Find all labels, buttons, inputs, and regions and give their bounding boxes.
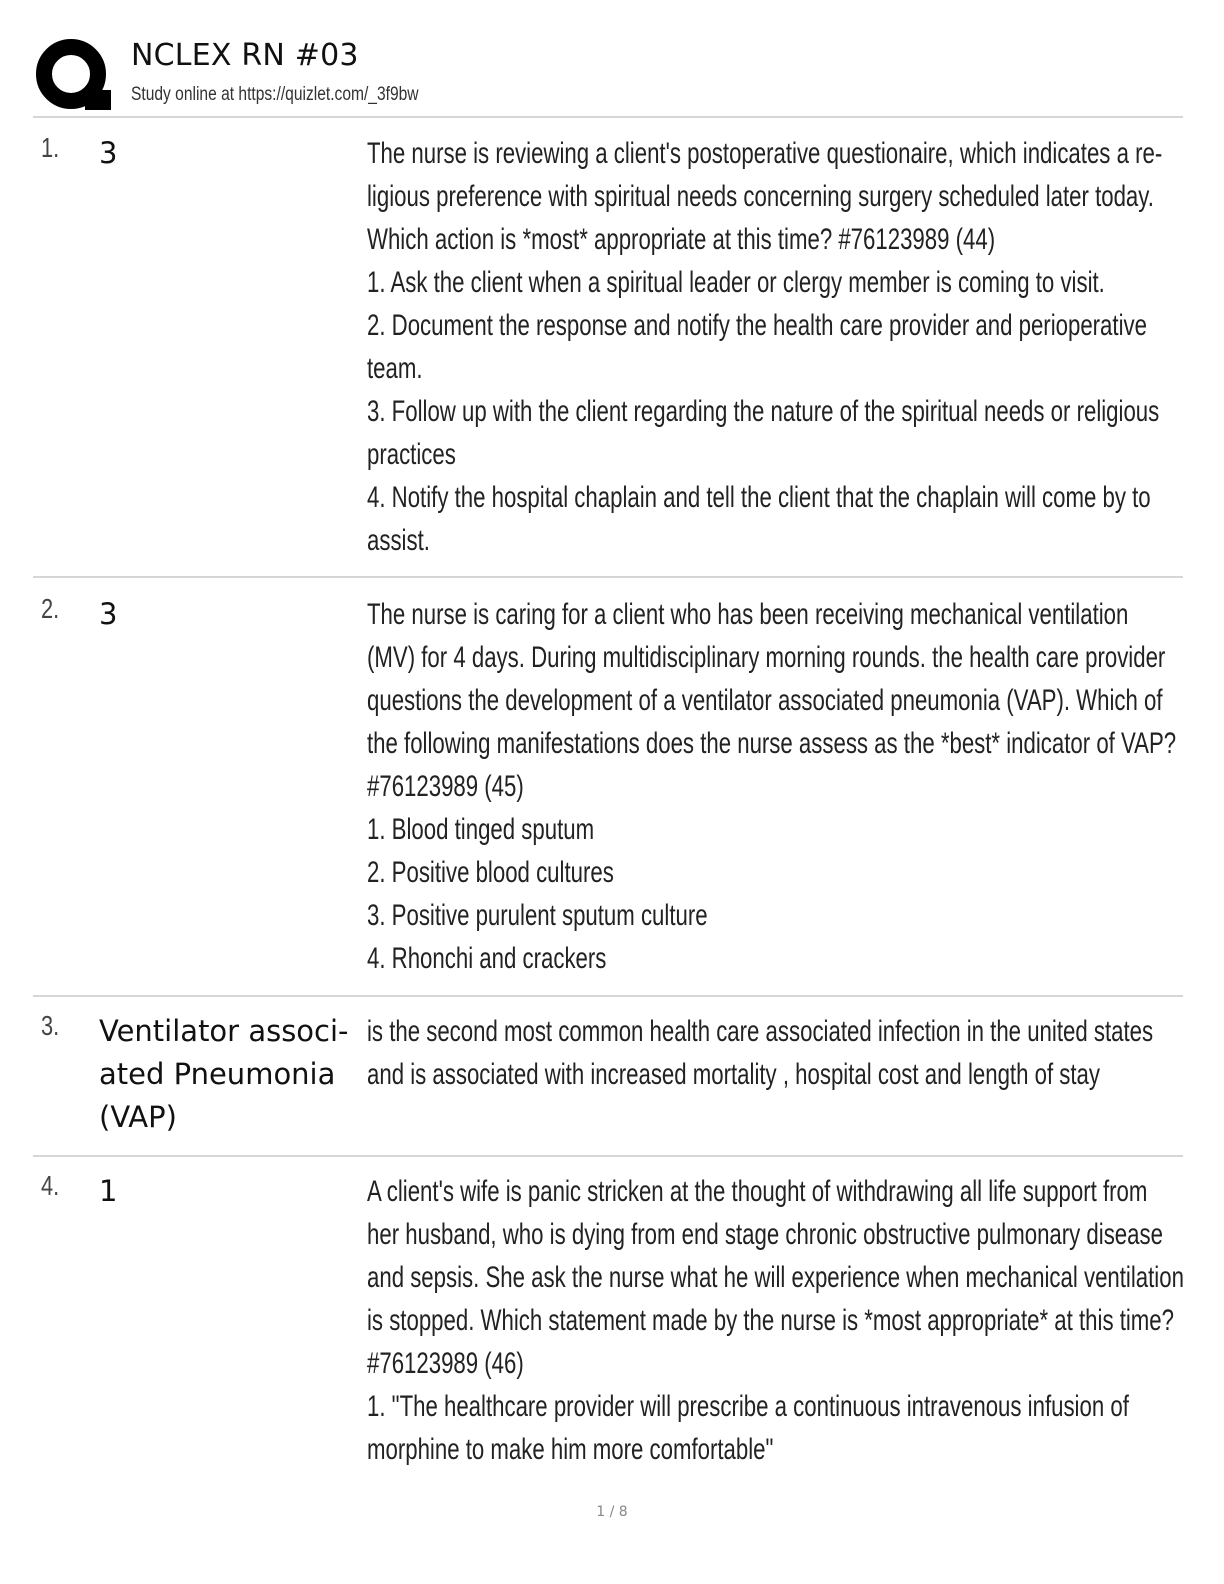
definition-line: #76123989 (45) <box>367 770 524 803</box>
card-definition <box>367 1170 1187 1471</box>
card-definition <box>367 593 1187 980</box>
definition-line: 2. Document the response and notify the health care provider and perioperative <box>367 309 1147 342</box>
definition-line: assist. <box>367 524 430 557</box>
definition-line: is the second most common health care associated infection in the united states <box>367 1015 1154 1048</box>
card-term <box>99 1010 361 1139</box>
divider <box>33 1155 1183 1157</box>
definition-line: (MV) for 4 days. During multidisciplinary morning rounds. the health care provider <box>367 641 1166 674</box>
card-definition <box>367 132 1187 562</box>
definition-line: the following manifestations does the nurse assess as the *best* indicator of VAP? <box>367 727 1177 760</box>
definition-line: Which action is *most* appropriate at this time? #76123989 (44) <box>367 223 996 256</box>
page-number: 1 / 8 <box>596 1504 628 1520</box>
definition-line: 1. Blood tinged sputum <box>367 813 595 846</box>
definition-line: and sepsis. She ask the nurse what he will experience when mechanical ventilation <box>367 1261 1184 1294</box>
divider <box>33 995 1183 997</box>
page-title: NCLEX RN #03 <box>131 38 359 73</box>
card-number: 4. <box>41 1170 60 1201</box>
definition-line: The nurse is reviewing a client's postoperative questionaire, which indicates a re- <box>367 137 1163 170</box>
card-number: 2. <box>41 593 60 624</box>
definition-line: 2. Positive blood cultures <box>367 856 614 889</box>
definition-line: ligious preference with spiritual needs concerning surgery scheduled later today. <box>367 180 1154 213</box>
card-term: 1 <box>99 1174 118 1208</box>
definition-line: is stopped. Which statement made by the nurse is *most appropriate* at this time? <box>367 1304 1175 1337</box>
term-line: Ventilator associ- <box>99 1014 349 1048</box>
definition-line: practices <box>367 438 456 471</box>
card-term: 3 <box>99 136 118 170</box>
definition-line: morphine to make him more comfortable" <box>367 1433 774 1466</box>
definition-line: 4. Rhonchi and crackers <box>367 942 607 975</box>
divider <box>33 576 1183 578</box>
card-number: 1. <box>41 132 60 163</box>
card-number: 3. <box>41 1010 60 1041</box>
term-line: (VAP) <box>99 1100 177 1134</box>
term-line: ated Pneumonia <box>99 1057 336 1091</box>
definition-line: questions the development of a ventilator associated pneumonia (VAP). Which of <box>367 684 1163 717</box>
definition-line: 3. Positive purulent sputum culture <box>367 899 708 932</box>
page-header <box>33 34 1183 116</box>
definition-line: A client's wife is panic stricken at the thought of withdrawing all life support from <box>367 1175 1148 1208</box>
definition-line: team. <box>367 352 423 385</box>
card-definition <box>367 1010 1187 1096</box>
definition-line: The nurse is caring for a client who has been receiving mechanical ventilation <box>367 598 1129 631</box>
definition-line: 3. Follow up with the client regarding the nature of the spiritual needs or religious <box>367 395 1160 428</box>
definition-line: 4. Notify the hospital chaplain and tell the client that the chaplain will come by to <box>367 481 1151 514</box>
card-term: 3 <box>99 597 118 631</box>
definition-line: and is associated with increased mortality , hospital cost and length of stay <box>367 1058 1100 1091</box>
definition-line: her husband, who is dying from end stage chronic obstructive pulmonary disease <box>367 1218 1163 1251</box>
definition-line: #76123989 (46) <box>367 1347 524 1380</box>
definition-line: 1. "The healthcare provider will prescribe a continuous intravenous infusion of <box>367 1390 1129 1423</box>
divider <box>33 116 1183 118</box>
study-online-link[interactable]: Study online at https://quizlet.com/_3f9bw <box>131 84 419 105</box>
definition-line: 1. Ask the client when a spiritual leader or clergy member is coming to visit. <box>367 266 1105 299</box>
quizlet-logo-icon <box>33 34 113 114</box>
